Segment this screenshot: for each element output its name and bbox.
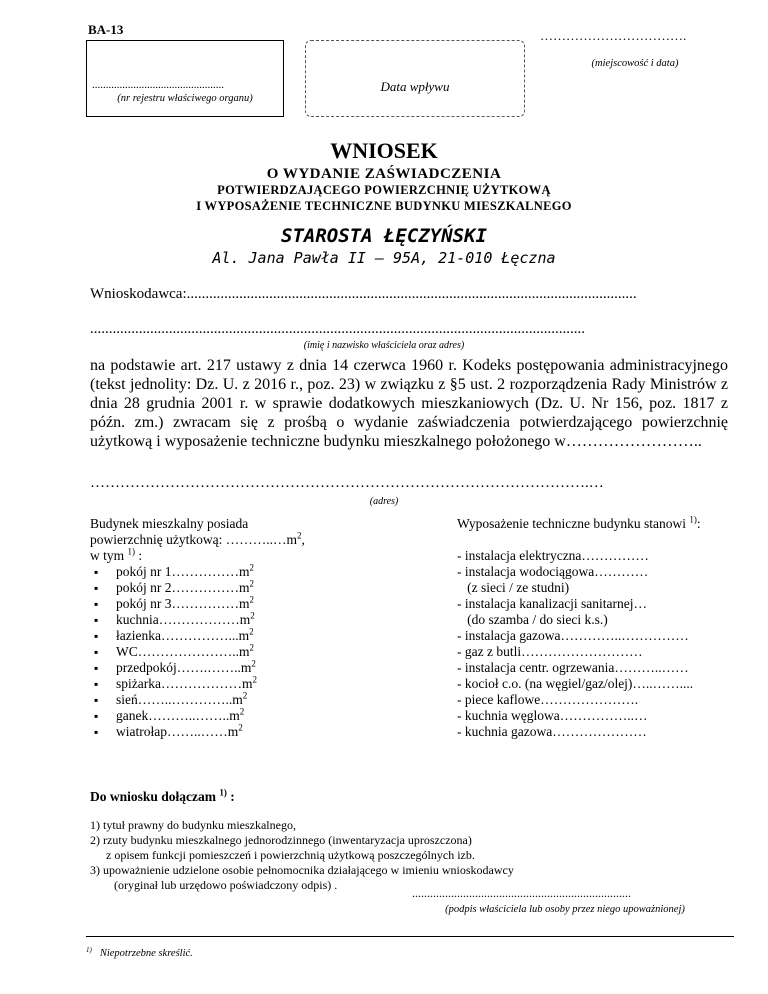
address-field[interactable]: ……………………………………………………………………………………….… <box>90 475 604 491</box>
area-section <box>90 516 370 740</box>
doc-subtitle-3: I WYPOSAŻENIE TECHNICZNE BUDYNKU MIESZKALNEGO <box>196 199 572 213</box>
attachment-item: 3) upoważnienie udzielone osobie pełnomocnika działającego w imieniu wnioskodawcy <box>90 863 514 877</box>
equipment-item[interactable]: - instalacja elektryczna…………… <box>457 548 649 563</box>
applicant-field[interactable]: ........................................................................................................................ <box>186 286 637 302</box>
attachment-item: 2) rzuty budynku mieszkalnego jednorodzinnego (inwentaryzacja uproszczona) <box>90 833 472 847</box>
room-item[interactable]: ▪ $spiżarka\dots\dots\dots\dots\dots\dots m^2$ <box>116 676 370 692</box>
room-item[interactable]: ▪ pokój nr $2\dots\dots\dots\dots\dots m^2$ <box>116 580 370 596</box>
room-item[interactable]: ▪ $WC\dots\dots\dots\dots\dots\dots\dots..m^2$ <box>116 644 370 660</box>
attachment-item: z opisem funkcji pomieszczeń i powierzchnią użytkową poszczególnych izb. <box>106 848 475 862</box>
doc-subtitle-2: POTWIERDZAJĄCEGO POWIERZCHNIĘ UŻYTKOWĄ <box>217 183 551 197</box>
registry-number-box <box>86 40 284 117</box>
request-body <box>90 356 728 451</box>
receipt-date-label: Data wpływu <box>380 79 450 94</box>
applicant-caption: (imię i nazwisko właściciela oraz adres) <box>303 340 465 351</box>
place-date-caption: (miejscowość i data) <box>591 58 679 69</box>
form-code: BA-13 <box>88 22 124 37</box>
equipment-item[interactable]: - instalacja kanalizacji sanitarnej… <box>457 596 648 611</box>
equipment-item[interactable]: (do szamba / do sieci k.s.) <box>457 612 608 627</box>
address-caption: (adres) <box>369 496 399 507</box>
usable-area-line[interactable]: powierzchnię użytkową: $\dots\dots\dots..\dots m^2$, <box>90 530 305 547</box>
registry-number-field[interactable]: ................................................ <box>92 79 224 91</box>
equipment-item[interactable]: - instalacja centr. ogrzewania………..…… <box>457 660 689 675</box>
room-item[interactable]: ▪ $ganek\dots\dots\dots..\dots\dots..m^2$ <box>116 708 370 724</box>
room-item[interactable]: ▪ $wiatrołap\dots\dots..\dots\dots m^2$ <box>116 724 370 740</box>
area-intro: Budynek mieszkalny posiada <box>90 516 249 531</box>
attachments-heading: Do wniosku dołączam $^{1)}$ : <box>90 787 235 804</box>
doc-title: WNIOSEK <box>330 138 438 163</box>
doc-subtitle-1: O WYDANIE ZAŚWIADCZENIA <box>266 166 502 182</box>
room-item[interactable]: ▪ pokój nr $3\dots\dots\dots\dots\dots m^2$ <box>116 596 370 612</box>
equipment-item[interactable]: - kocioł c.o. (na węgiel/gaz/olej)…..…….... <box>457 676 694 691</box>
room-item[interactable]: ▪ $przedpokój\dots\dots.\dots\dots..m^2$ <box>116 660 370 676</box>
room-item[interactable]: ▪ pokój nr $1\dots\dots\dots\dots\dots m^2$ <box>116 564 370 580</box>
equipment-item[interactable]: - gaz z butli……………………… <box>457 644 643 659</box>
attachment-item: (oryginał lub urzędowo poświadczony odpis) . <box>114 878 338 892</box>
equipment-header: Wyposażenie techniczne budynku stanowi $^{1)}$: <box>457 514 701 531</box>
equipment-section <box>457 516 737 740</box>
room-item[interactable]: ▪ $łazienka\dots\dots\dots\dots\dots...m^2$ <box>116 628 370 644</box>
equipment-item[interactable]: - instalacja wodociągowa………… <box>457 564 649 579</box>
signature-caption: (podpis właściciela lub osoby przez niego upoważnionej) <box>445 904 685 915</box>
receipt-date-box[interactable] <box>305 40 525 117</box>
request-body-text: na podstawie art. 217 ustawy z dnia 14 czerwca 1960 r. Kodeks postępowania administracyjnego (tekst jednolity: Dz. U. z 2016 r., poz. 23) w związku z §5 ust. 2 rozporządzenia Rady Ministrów z dnia 28 grudnia 2001 r. w sprawie dodatkowych mieszkaniowych (Dz. U. Nr 156, poz. 1817 z późn. zm.) zwracam się z prośbą o wydanie zaświadczenia potwierdzającego powierzchnię użytkową i wyposażenie techniczne budynku mieszkalnego położonego w…………………….. <box>90 357 728 450</box>
equipment-item[interactable]: - kuchnia gazowa………………… <box>457 724 647 739</box>
rooms-intro: w tym $^{1)}$ : <box>90 546 143 563</box>
registry-number-caption: (nr rejestru właściwego organu) <box>117 93 253 104</box>
footnote: $^{1)}$ Niepotrzebne skreślić. <box>86 945 193 959</box>
equipment-item[interactable]: - kuchnia węglowa……………..… <box>457 708 648 723</box>
room-item[interactable]: ▪ $sień\dots\dots..\dots\dots\dots\dots..m^2$ <box>116 692 370 708</box>
attachments-list <box>90 818 710 893</box>
authority-address: Al. Jana Pawła II – 95A, 21-010 Łęczna <box>212 249 556 267</box>
equipment-item[interactable]: - piece kaflowe…………………. <box>457 692 639 707</box>
attachment-item: 1) tytuł prawny do budynku mieszkalnego, <box>90 818 296 832</box>
rooms-list <box>90 564 370 740</box>
signature-field[interactable]: ......................................................................... <box>412 886 631 900</box>
authority-name: STAROSTA ŁĘCZYŃSKI <box>281 225 487 247</box>
place-date-field[interactable]: ……………………………. <box>540 28 687 43</box>
applicant-line <box>90 286 637 303</box>
equipment-item[interactable]: - instalacja gazowa…………..…………… <box>457 628 689 643</box>
applicant-label: Wnioskodawca: <box>90 286 187 302</box>
applicant-field-2[interactable]: .................................................................................................................................... <box>90 321 585 337</box>
equipment-item[interactable]: (z sieci / ze studni) <box>457 580 570 595</box>
footnote-divider <box>86 936 734 937</box>
room-item[interactable]: ▪ $kuchnia\dots\dots\dots\dots\dots\dots m^2$ <box>116 612 370 628</box>
